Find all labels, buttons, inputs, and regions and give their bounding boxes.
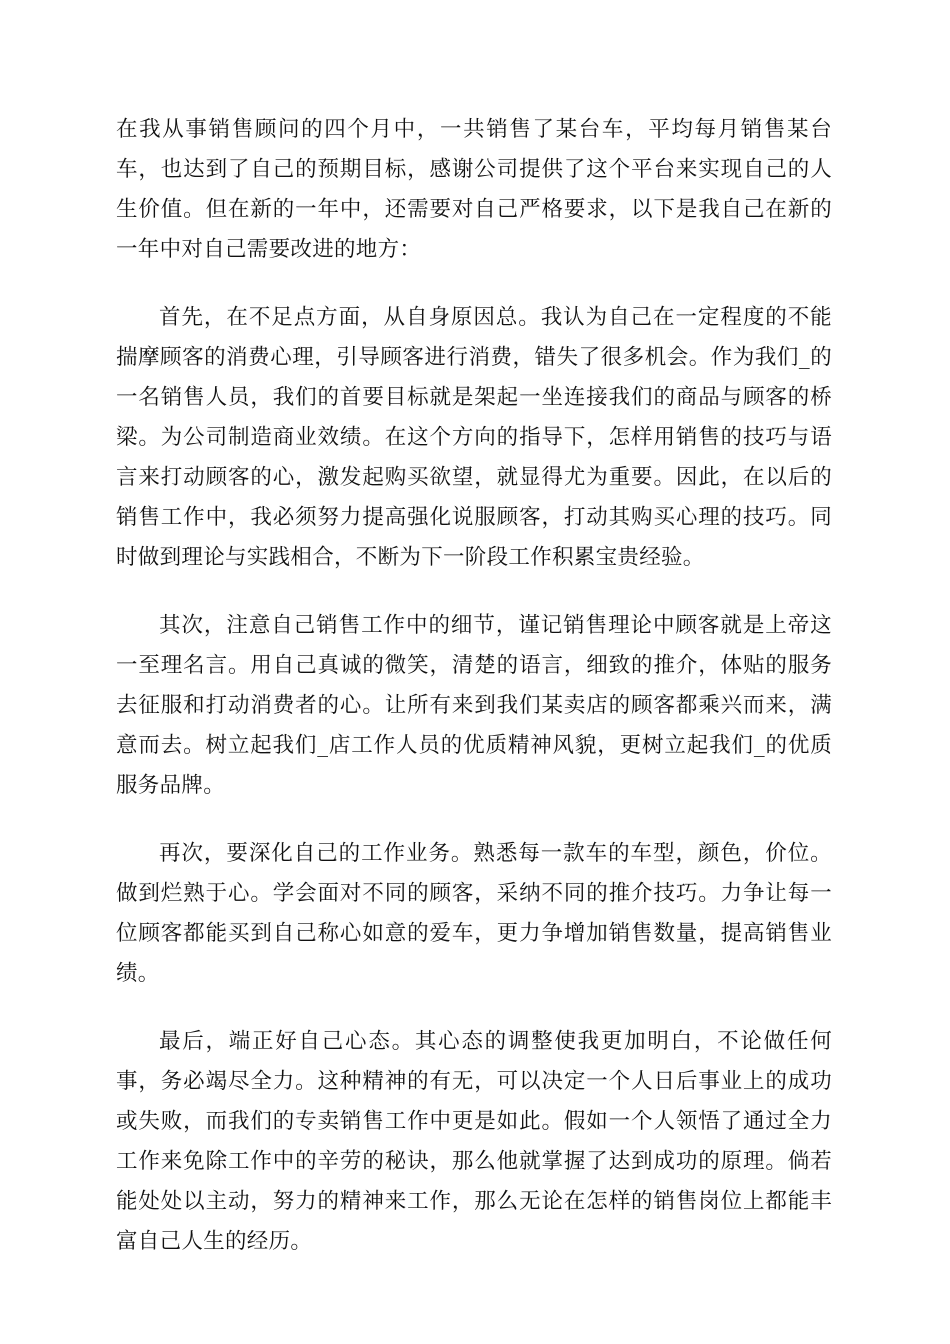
paragraph-second-point: 其次，注意自己销售工作中的细节，谨记销售理论中顾客就是上帝这一至理名言。用自己真诚的微笑，清楚的语言，细致的推介，体贴的服务去征服和打动消费者的心。让所有来到我们某卖店的顾客都乘兴而来，满意而去。树立起我们_店工作人员的优质精神风貌，更树立起我们_的优质服务品牌。 <box>116 613 832 798</box>
paragraph-first-point: 首先，在不足点方面，从自身原因总。我认为自己在一定程度的不能揣摩顾客的消费心理，引导顾客进行消费，错失了很多机会。作为我们_的一名销售人员，我们的首要目标就是架起一坐连接我们的商品与顾客的桥梁。为公司制造商业效绩。在这个方向的指导下，怎样用销售的技巧与语言来打动顾客的心，激发起购买欲望，就显得尤为重要。因此，在以后的销售工作中，我必须努力提高强化说服顾客，打动其购买心理的技巧。同时做到理论与实践相合，不断为下一阶段工作积累宝贵经验。 <box>116 305 832 570</box>
paragraph-final-point: 最后，端正好自己心态。其心态的调整使我更加明白，不论做任何事，务必竭尽全力。这种精神的有无，可以决定一个人日后事业上的成功或失败，而我们的专卖销售工作中更是如此。假如一个人领悟了通过全力工作来免除工作中的辛劳的秘诀，那么他就掌握了达到成功的原理。倘若能处处以主动，努力的精神来工作，那么无论在怎样的销售岗位上都能丰富自己人生的经历。 <box>116 1029 832 1254</box>
paragraph-intro: 在我从事销售顾问的四个月中，一共销售了某台车，平均每月销售某台车，也达到了自己的预期目标，感谢公司提供了这个平台来实现自己的人生价值。但在新的一年中，还需要对自己严格要求，以下是我自己在新的一年中对自己需要改进的地方： <box>116 117 832 262</box>
paragraph-third-point: 再次，要深化自己的工作业务。熟悉每一款车的车型，颜色，价位。做到烂熟于心。学会面对不同的顾客，采纳不同的推介技巧。力争让每一位顾客都能买到自己称心如意的爱车，更力争增加销售数量，提高销售业绩。 <box>116 841 832 986</box>
document-body <box>116 110 832 1290</box>
